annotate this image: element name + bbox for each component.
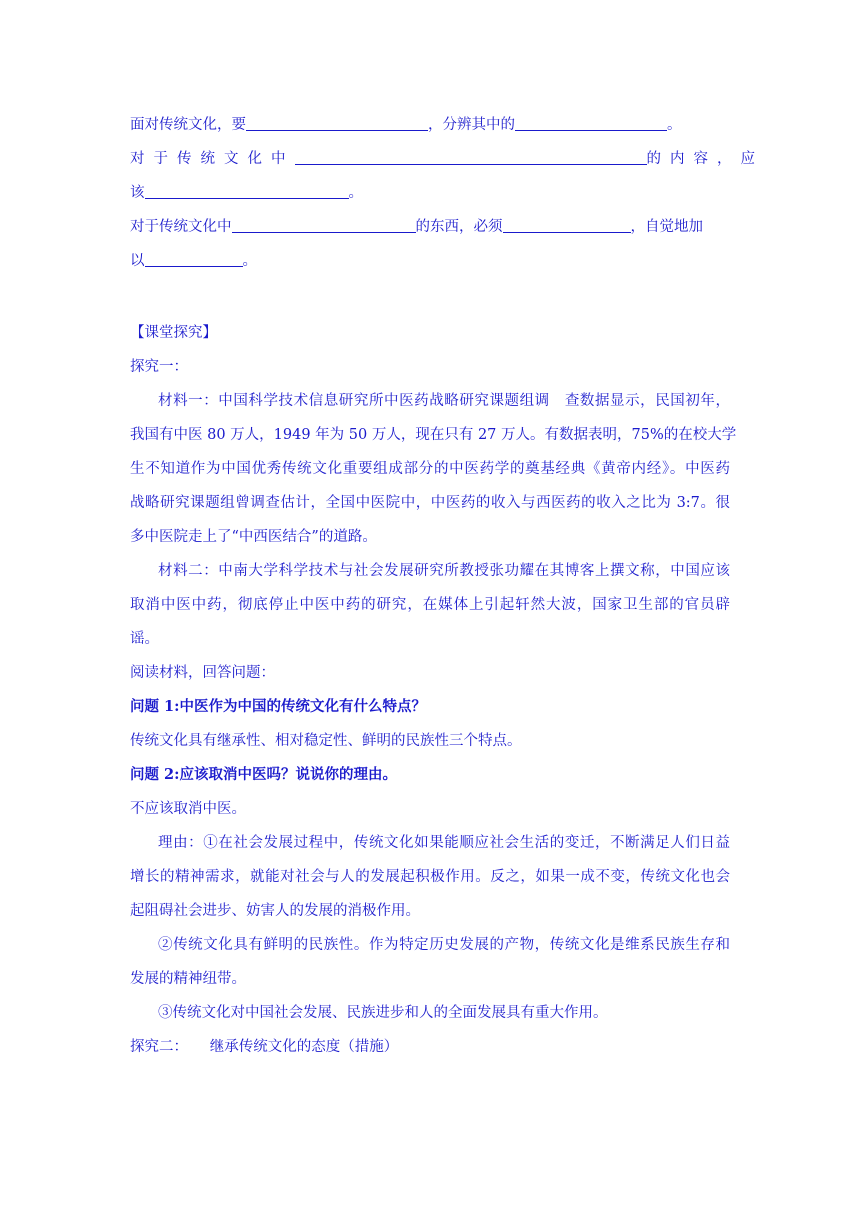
fill-line-1 xyxy=(130,108,730,142)
fill-text: 。 xyxy=(242,253,257,269)
answer-1: 传统文化具有继承性、相对稳定性、鲜明的民族性三个特点。 xyxy=(130,733,522,749)
fill-blank xyxy=(232,214,416,233)
material2-line: 取消中医中药，彻底停止中医中药的研究，在媒体上引起轩然大波，国家卫生部的官员辟 xyxy=(130,597,730,613)
material2-line: 材料二：中南大学科学技术与社会发展研究所教授张功耀在其博客上撰文称，中国应该 xyxy=(158,563,730,579)
material1-line: 战略研究课题组曾调查估计，全国中医院中，中医药的收入与西医药的收入之比为 3:7。很 xyxy=(130,495,730,511)
fill-text: ，分辨其中的 xyxy=(428,117,515,133)
fill-blank xyxy=(515,112,667,131)
material1-line: 生不知道作为中国优秀传统文化重要组成部分的中医药学的奠基经典《黄帝内经》。中医药 xyxy=(130,461,730,477)
explore2-heading: 探究二： 继承传统文化的态度（措施） xyxy=(130,1039,399,1055)
fill-line-4 xyxy=(130,210,730,244)
fill-text: 对于传统文化中 xyxy=(130,151,295,167)
fill-text: 对于传统文化中 xyxy=(130,219,232,235)
fill-text: 以 xyxy=(130,253,145,269)
explore1-heading: 探究一： xyxy=(130,359,188,375)
reason-2-line: 发展的精神纽带。 xyxy=(130,971,246,987)
reason-1-line: 理由：①在社会发展过程中，传统文化如果能顺应社会生活的变迁，不断满足人们日益 xyxy=(158,835,730,851)
fill-line-5 xyxy=(130,244,730,278)
fill-blank xyxy=(145,180,349,199)
fill-line-2 xyxy=(130,142,764,176)
read-prompt: 阅读材料，回答问题： xyxy=(130,665,275,681)
fill-text: 的内容，应 xyxy=(646,151,764,167)
fill-blank xyxy=(145,248,243,267)
fill-line-3 xyxy=(130,176,730,210)
document-body xyxy=(130,108,764,1064)
fill-blank xyxy=(503,214,631,233)
fill-text: 的东西，必须 xyxy=(415,219,503,235)
question-2: 问题 2:应该取消中医吗？说说你的理由。 xyxy=(130,766,397,783)
fill-blank xyxy=(246,112,428,131)
fill-text: 。 xyxy=(667,117,682,133)
material1-line: 多中医院走上了“中西医结合”的道路。 xyxy=(130,529,377,545)
material2-line: 谣。 xyxy=(130,631,159,647)
answer-2: 不应该取消中医。 xyxy=(130,801,246,817)
material1-line: 材料一：中国科学技术信息研究所中医药战略研究课题组调 查数据显示，民国初年， xyxy=(158,393,730,409)
spacer xyxy=(130,278,730,316)
fill-text: 。 xyxy=(348,185,363,201)
fill-text: ，自觉地加 xyxy=(630,219,703,235)
reason-1-line: 增长的精神需求，就能对社会与人的发展起积极作用。反之，如果一成不变，传统文化也会 xyxy=(130,869,730,885)
reason-2-line: ②传统文化具有鲜明的民族性。作为特定历史发展的产物，传统文化是维系民族生存和 xyxy=(158,937,730,953)
reason-3-line: ③传统文化对中国社会发展、民族进步和人的全面发展具有重大作用。 xyxy=(158,1005,608,1021)
reason-1-line: 起阻碍社会进步、妨害人的发展的消极作用。 xyxy=(130,903,420,919)
material1-line: 我国有中医 80 万人，1949 年为 50 万人，现在只有 27 万人。有数据表明，75%的在校大学 xyxy=(130,427,737,443)
question-1: 问题 1:中医作为中国的传统文化有什么特点？ xyxy=(130,698,426,715)
section-title: 【课堂探究】 xyxy=(130,325,217,341)
fill-blank xyxy=(295,146,647,165)
fill-text: 该 xyxy=(130,185,145,201)
fill-text: 面对传统文化，要 xyxy=(130,117,246,133)
